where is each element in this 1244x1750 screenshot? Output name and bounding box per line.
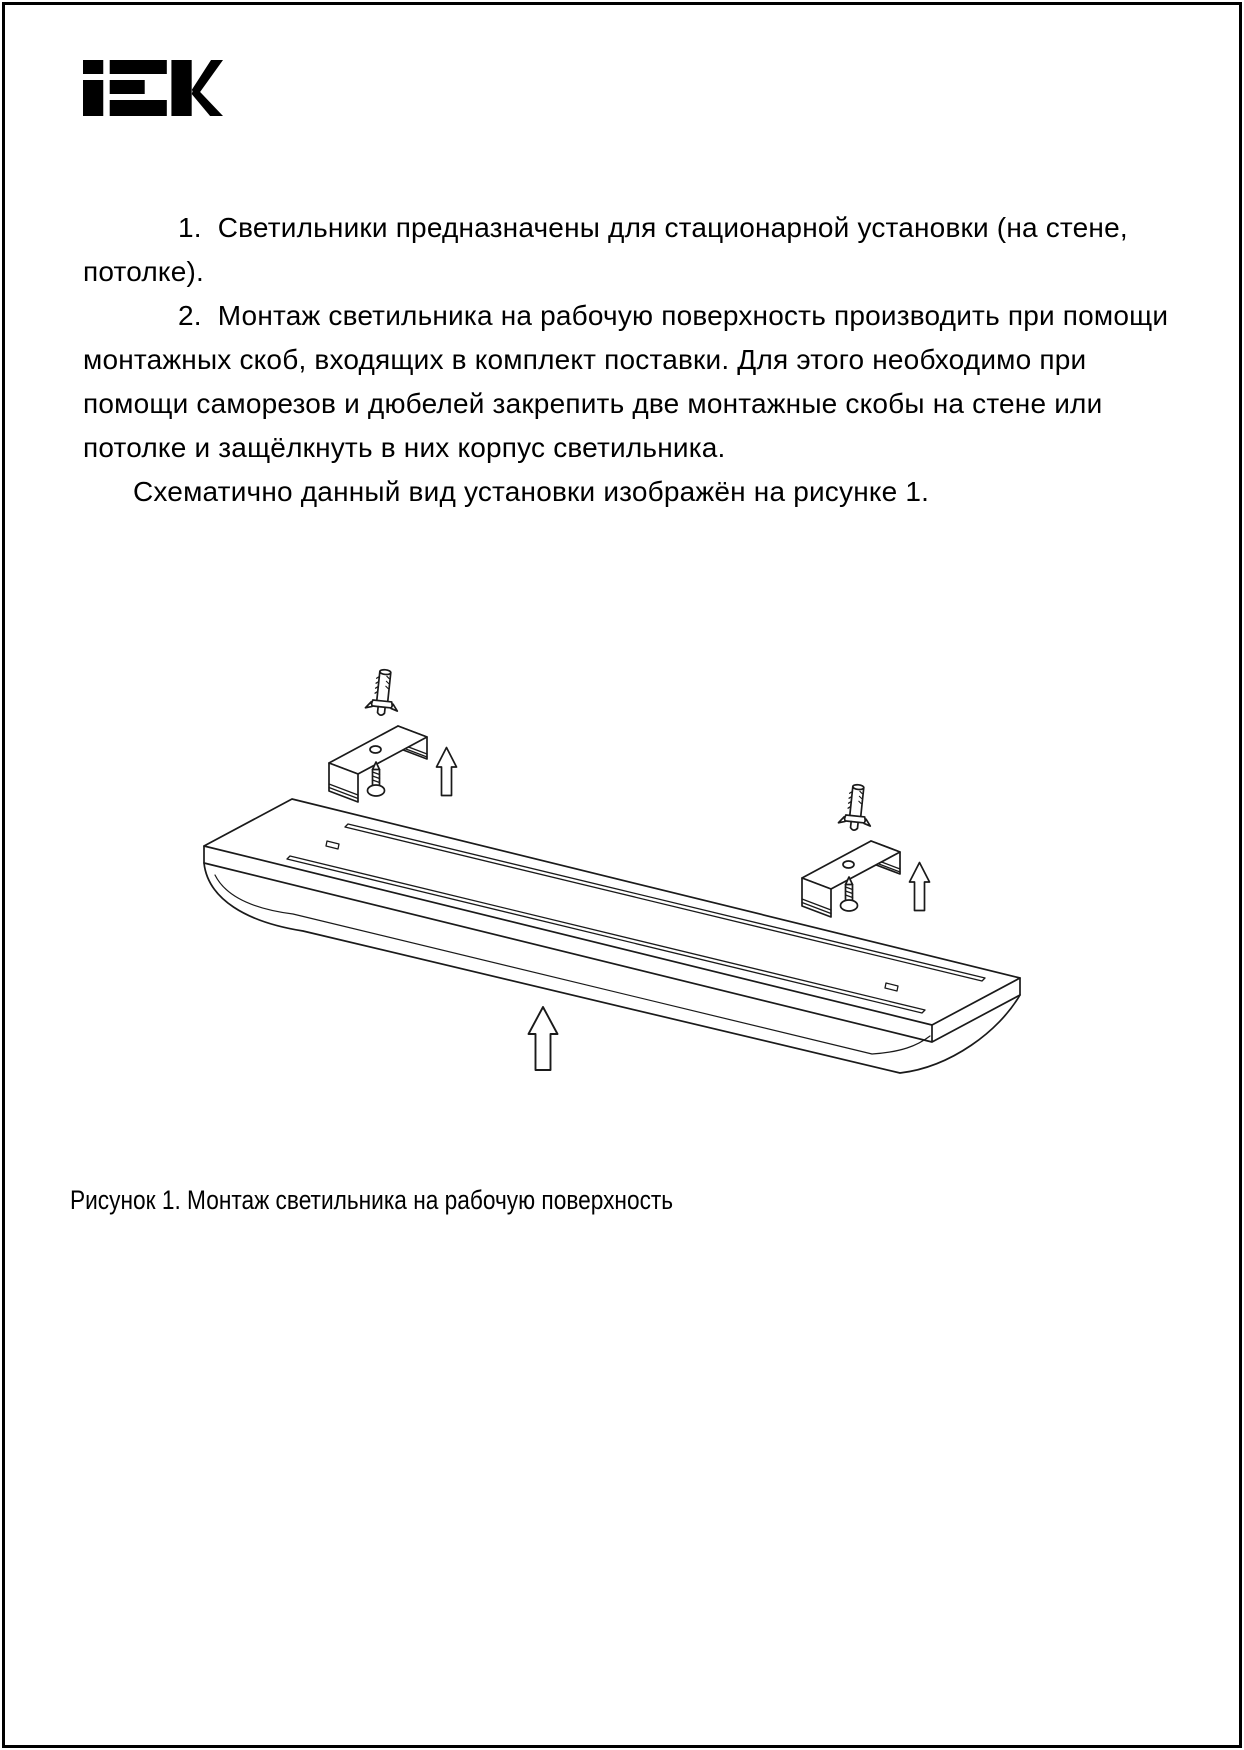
paragraph-1: 1. Светильники предназначены для стационарной установки (на стене, потолке). (83, 212, 1136, 287)
up-arrow-bottom (529, 1007, 558, 1070)
bracket-assembly-right (802, 783, 930, 917)
paragraph-2: 2. Монтаж светильника на рабочую поверхность производить при помощи монтажных скоб, входящих в комплект поставки. Для этого необходимо при помощи саморезов и дюбелей закрепить две монтажные скобы на стене или потолке и защёлкнуть в них корпус светильника. (83, 300, 1177, 463)
bracket-assembly-left (329, 668, 457, 802)
paragraph-3: Схематично данный вид установки изображён на рисунке 1. (133, 476, 930, 507)
luminaire-body (204, 799, 1020, 1073)
figure-caption: Рисунок 1. Монтаж светильника на рабочую поверхность (70, 1185, 674, 1215)
